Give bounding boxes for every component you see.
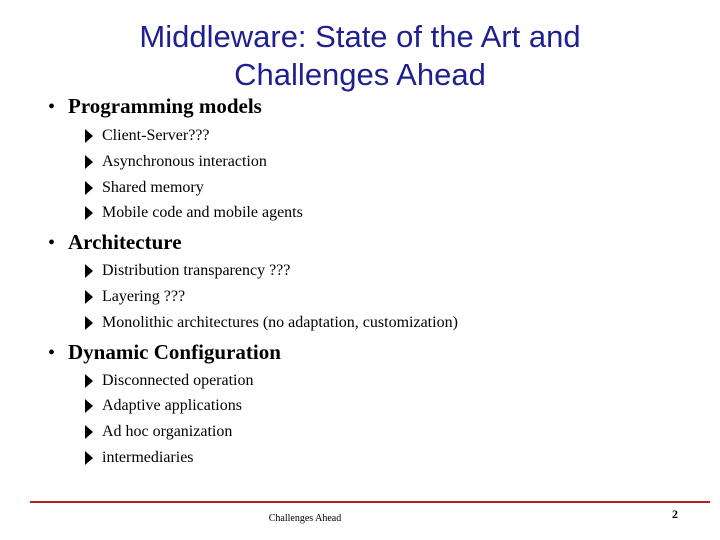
section-heading-label: Architecture — [68, 230, 182, 254]
list-item-label: Disconnected operation — [102, 372, 254, 389]
slide-title — [0, 18, 720, 94]
page-number: 2 — [672, 507, 678, 521]
triangle-bullet-icon — [84, 155, 102, 169]
triangle-bullet-icon — [84, 425, 102, 439]
list-item — [84, 127, 210, 145]
triangle-bullet-icon — [84, 264, 102, 278]
footer-rule — [30, 501, 710, 503]
triangle-bullet-icon — [84, 451, 102, 465]
list-item-label: Distribution transparency ??? — [102, 262, 291, 279]
list-item — [84, 204, 303, 222]
list-item — [84, 153, 267, 171]
section-heading-label: Programming models — [68, 94, 262, 118]
list-item — [84, 179, 204, 197]
list-item-label: Shared memory — [102, 179, 204, 196]
list-item — [84, 372, 254, 390]
triangle-bullet-icon — [84, 290, 102, 304]
slide-title-line-1: Middleware: State of the Art and — [139, 19, 581, 54]
list-item-label: Client-Server??? — [102, 127, 210, 144]
triangle-bullet-icon — [84, 399, 102, 413]
triangle-bullet-icon — [84, 316, 102, 330]
triangle-bullet-icon — [84, 206, 102, 220]
list-item-label: Ad hoc organization — [102, 423, 233, 440]
section-heading-architecture — [48, 230, 182, 255]
list-item-label: Mobile code and mobile agents — [102, 204, 303, 221]
triangle-bullet-icon — [84, 374, 102, 388]
list-item-label: Asynchronous interaction — [102, 153, 267, 170]
list-item — [84, 314, 458, 332]
triangle-bullet-icon — [84, 129, 102, 143]
list-item — [84, 423, 232, 441]
bullet-dot-icon: • — [48, 96, 56, 118]
section-heading-label: Dynamic Configuration — [68, 340, 281, 364]
section-heading-dynamic-configuration — [48, 340, 281, 365]
bullet-dot-icon: • — [48, 342, 56, 364]
section-heading-programming-models — [48, 94, 262, 119]
slide-title-line-2: Challenges Ahead — [234, 57, 486, 92]
list-item-label: Layering ??? — [102, 288, 186, 305]
list-item-label: intermediaries — [102, 449, 194, 466]
list-item — [84, 449, 194, 467]
list-item — [84, 397, 242, 415]
list-item — [84, 288, 185, 306]
triangle-bullet-icon — [84, 181, 102, 195]
list-item — [84, 262, 290, 280]
list-item-label: Adaptive applications — [102, 397, 242, 414]
list-item-label: Monolithic architectures (no adaptation, customization) — [102, 314, 458, 331]
footer-title: Challenges Ahead — [268, 513, 342, 524]
bullet-dot-icon: • — [48, 232, 56, 254]
